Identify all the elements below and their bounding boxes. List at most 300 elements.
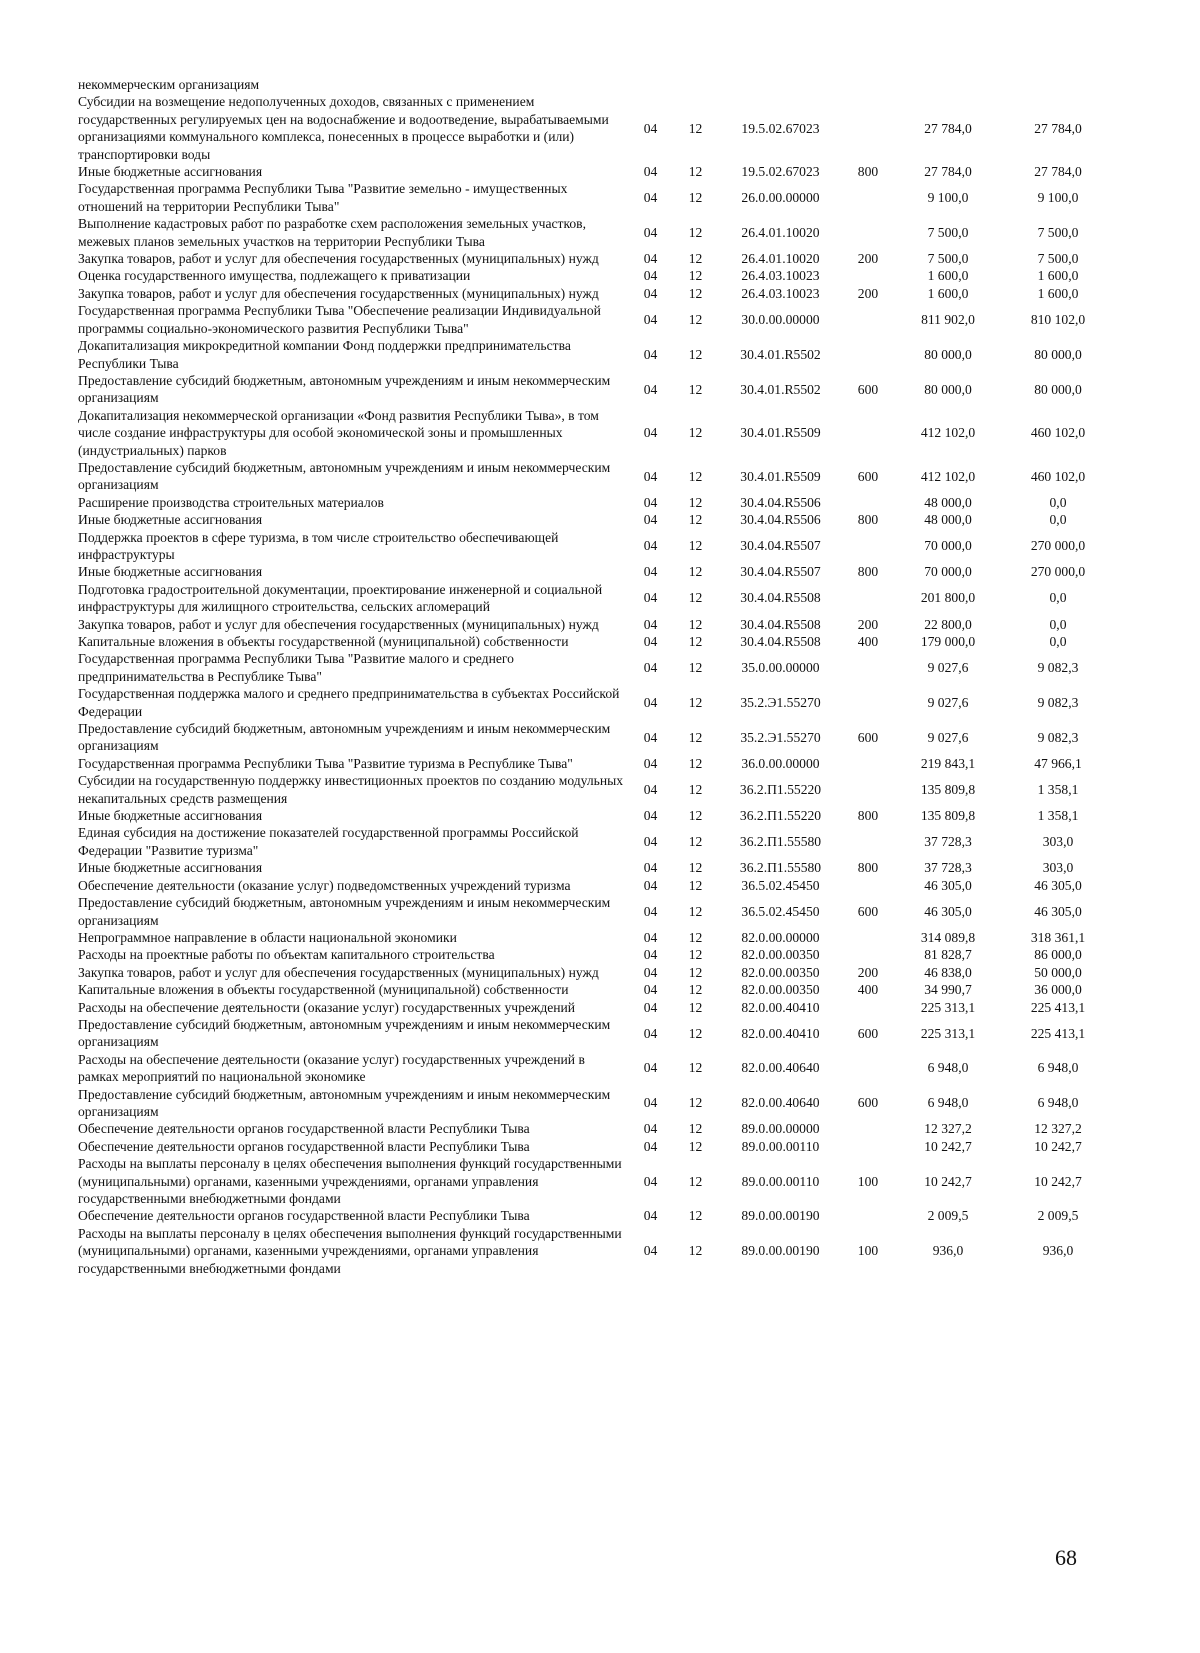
row-target-article-code: 36.2.П1.55220 xyxy=(739,781,822,797)
row-target-article-code: 89.0.00.00110 xyxy=(741,1138,820,1154)
row-section-code: 04 xyxy=(643,964,658,980)
row-target-article-code: 36.5.02.45450 xyxy=(741,877,820,893)
row-expense-type-code xyxy=(843,76,893,93)
row-section-code: 04 xyxy=(643,346,658,362)
row-name: Иные бюджетные ассигнования xyxy=(78,808,263,824)
row-amount-year-1: 412 102,0 xyxy=(920,425,976,441)
row-name: Расходы на выплаты персоналу в целях обеспечения выполнения функций государственными (муниципальными) органами, казенными учреждениями, органами управления государственными внебюджетными фондами xyxy=(78,1225,622,1276)
row-section-code: 04 xyxy=(643,860,658,876)
row-target-article-code: 30.4.01.R5502 xyxy=(740,381,821,397)
row-amount-year-1: 7 500,0 xyxy=(927,251,969,267)
row-amount-year-1: 225 313,1 xyxy=(920,1025,976,1041)
row-amount-year-2: 225 413,1 xyxy=(1030,1025,1086,1041)
row-section-code: 04 xyxy=(643,1138,658,1154)
row-section-code: 04 xyxy=(643,808,658,824)
row-expense-type-code: 200 xyxy=(857,616,879,632)
row-section-code: 04 xyxy=(643,1173,658,1189)
budget-table-body xyxy=(78,76,1113,1277)
row-target-article-code: 36.2.П1.55580 xyxy=(739,860,822,876)
table-row xyxy=(78,1207,1113,1224)
row-target-article-code: 36.0.00.00000 xyxy=(741,755,820,771)
row-name: Государственная поддержка малого и среднего предпринимательства в субъектах Российской Федерации xyxy=(78,686,620,719)
row-name: Капитальные вложения в объекты государственной (муниципальной) собственности xyxy=(78,982,569,998)
row-target-article-code: 82.0.00.00350 xyxy=(741,982,820,998)
table-row xyxy=(78,807,1113,824)
row-name: Докапитализация некоммерческой организации «Фонд развития Республики Тыва», в том числе создание инфраструктуры для особой экономической зоны и промышленных (индустриальных) парков xyxy=(78,407,599,458)
row-amount-year-2: 27 784,0 xyxy=(1034,120,1082,136)
row-section-code: 04 xyxy=(643,947,658,963)
row-expense-type-code: 800 xyxy=(857,512,879,528)
row-section-code: 04 xyxy=(643,564,658,580)
row-target-article-code: 82.0.00.40640 xyxy=(741,1060,820,1076)
row-amount-year-1: 201 800,0 xyxy=(920,590,976,606)
row-subsection-code: 12 xyxy=(688,190,703,206)
row-subsection-code: 12 xyxy=(688,311,703,327)
row-amount-year-2: 270 000,0 xyxy=(1030,564,1086,580)
table-row xyxy=(78,1155,1113,1207)
row-amount-year-2: 47 966,1 xyxy=(1034,755,1082,771)
row-section-code: 04 xyxy=(643,694,658,710)
row-section-code: 04 xyxy=(643,512,658,528)
row-subsection-code: 12 xyxy=(688,808,703,824)
row-subsection-code: 12 xyxy=(688,346,703,362)
row-section-code: 04 xyxy=(643,834,658,850)
row-amount-year-1: 2 009,5 xyxy=(927,1208,969,1224)
row-target-article-code: 26.4.01.10020 xyxy=(741,251,820,267)
row-subsection-code: 12 xyxy=(688,929,703,945)
row-amount-year-1 xyxy=(893,76,1003,93)
row-section-code: 04 xyxy=(643,190,658,206)
row-subsection-code: 12 xyxy=(688,285,703,301)
row-subsection-code: 12 xyxy=(688,634,703,649)
row-section-code: 04 xyxy=(643,903,658,919)
row-target-article-code: 82.0.00.00350 xyxy=(741,947,820,963)
row-target-article-code: 36.2.П1.55220 xyxy=(739,808,822,824)
row-amount-year-2 xyxy=(1003,76,1113,93)
row-name: Государственная программа Республики Тыва "Развитие туризма в Республике Тыва" xyxy=(78,755,573,771)
row-name: Расходы на выплаты персоналу в целях обеспечения выполнения функций государственными (муниципальными) органами, казенными учреждениями, органами управления государственными внебюджетными фондами xyxy=(78,1156,622,1206)
row-expense-type-code: 600 xyxy=(857,381,879,397)
table-row xyxy=(78,1051,1113,1086)
row-target-article-code: 36.5.02.45450 xyxy=(741,903,820,919)
row-expense-type-code xyxy=(843,946,893,963)
row-expense-type-code xyxy=(843,772,893,807)
table-row xyxy=(78,215,1113,250)
row-expense-type-code xyxy=(843,302,893,337)
row-subsection-code: 12 xyxy=(688,425,703,441)
row-expense-type-code xyxy=(843,877,893,894)
row-amount-year-1: 811 902,0 xyxy=(921,311,975,327)
row-name: Выполнение кадастровых работ по разработке схем расположения земельных участков, межевых планов земельных участков на территории Республики Тыва xyxy=(78,216,586,249)
row-subsection-code: 12 xyxy=(688,964,703,980)
row-amount-year-2: 270 000,0 xyxy=(1030,538,1086,554)
row-target-article-code: 82.0.00.40640 xyxy=(741,1095,820,1111)
row-amount-year-1: 1 600,0 xyxy=(927,268,969,284)
row-section-code: 04 xyxy=(643,1025,658,1041)
row-amount-year-1: 314 089,8 xyxy=(920,929,976,945)
row-section-code: 04 xyxy=(643,268,658,284)
row-section-code: 04 xyxy=(643,929,658,945)
row-name: Иные бюджетные ассигнования xyxy=(78,164,263,180)
row-name: Расширение производства строительных материалов xyxy=(78,494,384,510)
row-target-article-code: 30.4.04.R5506 xyxy=(740,494,821,510)
row-section-code: 04 xyxy=(643,1095,658,1111)
row-section-code: 04 xyxy=(643,1121,658,1137)
row-section-code: 04 xyxy=(643,311,658,327)
row-section-code: 04 xyxy=(643,120,658,136)
row-amount-year-2: 1 600,0 xyxy=(1037,285,1079,301)
row-subsection-code: 12 xyxy=(688,999,703,1015)
row-target-article-code: 19.5.02.67023 xyxy=(741,164,820,180)
row-subsection-code: 12 xyxy=(688,1095,703,1111)
row-amount-year-1: 412 102,0 xyxy=(920,468,976,484)
table-row xyxy=(78,563,1113,580)
table-row xyxy=(78,824,1113,859)
row-expense-type-code xyxy=(843,685,893,720)
row-expense-type-code xyxy=(843,215,893,250)
row-section-code: 04 xyxy=(643,616,658,632)
row-name: Обеспечение деятельности органов государственной власти Республики Тыва xyxy=(78,1121,530,1137)
table-row xyxy=(78,755,1113,772)
table-row xyxy=(78,1120,1113,1137)
row-amount-year-1: 46 305,0 xyxy=(924,903,972,919)
row-expense-type-code xyxy=(843,267,893,284)
row-name: Предоставление субсидий бюджетным, автономным учреждениям и иным некоммерческим организациям xyxy=(78,895,611,928)
table-row xyxy=(78,459,1113,494)
table-row xyxy=(78,859,1113,876)
row-amount-year-2: 9 082,3 xyxy=(1037,694,1079,710)
row-name: Обеспечение деятельности органов государственной власти Республики Тыва xyxy=(78,1138,530,1154)
table-row xyxy=(78,285,1113,302)
row-target-article-code: 26.4.03.10023 xyxy=(741,268,820,284)
row-subsection-code: 12 xyxy=(688,834,703,850)
table-row xyxy=(78,267,1113,284)
row-subsection-code xyxy=(673,76,718,93)
row-amount-year-2: 7 500,0 xyxy=(1037,224,1079,240)
row-target-article-code: 35.0.00.00000 xyxy=(741,660,820,676)
row-expense-type-code xyxy=(843,929,893,946)
row-amount-year-1: 225 313,1 xyxy=(920,999,976,1015)
row-expense-type-code: 400 xyxy=(857,982,879,998)
row-name: Поддержка проектов в сфере туризма, в том числе строительство обеспечивающей инфраструктуры xyxy=(78,529,559,562)
row-subsection-code: 12 xyxy=(688,564,703,580)
row-name: Предоставление субсидий бюджетным, автономным учреждениям и иным некоммерческим организациям xyxy=(78,1016,611,1050)
row-amount-year-2: 303,0 xyxy=(1042,834,1074,850)
row-amount-year-2: 9 100,0 xyxy=(1037,190,1079,206)
row-expense-type-code: 200 xyxy=(857,251,879,267)
row-subsection-code: 12 xyxy=(688,1121,703,1137)
row-name: Расходы на обеспечение деятельности (оказание услуг) государственных учреждений в рамках мероприятий по национальной экономике xyxy=(78,1051,585,1085)
row-amount-year-1: 135 809,8 xyxy=(920,808,976,824)
row-expense-type-code: 100 xyxy=(857,1173,879,1189)
row-expense-type-code: 100 xyxy=(857,1243,879,1259)
table-row xyxy=(78,163,1113,180)
row-amount-year-2: 810 102,0 xyxy=(1030,311,1086,327)
table-row xyxy=(78,372,1113,407)
row-amount-year-2: 27 784,0 xyxy=(1034,164,1082,180)
row-name: Иные бюджетные ассигнования xyxy=(78,512,263,528)
row-section-code: 04 xyxy=(643,999,658,1015)
row-section-code: 04 xyxy=(643,251,658,267)
row-target-article-code: 26.4.01.10020 xyxy=(741,224,820,240)
row-subsection-code: 12 xyxy=(688,251,703,267)
table-row xyxy=(78,946,1113,963)
row-amount-year-2: 1 358,1 xyxy=(1037,781,1079,797)
row-name: Предоставление субсидий бюджетным, автономным учреждениям и иным некоммерческим организациям xyxy=(78,459,611,493)
row-amount-year-2: 1 600,0 xyxy=(1037,268,1079,284)
row-amount-year-2: 936,0 xyxy=(1042,1243,1074,1259)
row-subsection-code: 12 xyxy=(688,494,703,510)
row-section-code: 04 xyxy=(643,729,658,745)
row-amount-year-2: 303,0 xyxy=(1042,860,1074,876)
row-subsection-code: 12 xyxy=(688,468,703,484)
row-subsection-code: 12 xyxy=(688,381,703,397)
row-amount-year-1: 9 027,6 xyxy=(927,660,969,676)
row-subsection-code: 12 xyxy=(688,660,703,676)
row-expense-type-code: 800 xyxy=(857,164,879,180)
row-amount-year-1: 6 948,0 xyxy=(927,1095,969,1111)
table-row xyxy=(78,1086,1113,1121)
row-name: Предоставление субсидий бюджетным, автономным учреждениям и иным некоммерческим организациям xyxy=(78,1086,611,1119)
row-amount-year-2: 6 948,0 xyxy=(1037,1095,1079,1111)
table-row xyxy=(78,1016,1113,1051)
budget-table xyxy=(78,76,1113,1277)
row-amount-year-1: 48 000,0 xyxy=(924,494,972,510)
table-row xyxy=(78,720,1113,755)
row-expense-type-code xyxy=(843,1120,893,1137)
row-amount-year-1: 219 843,1 xyxy=(920,755,976,771)
row-amount-year-2: 460 102,0 xyxy=(1030,425,1086,441)
table-row xyxy=(78,964,1113,981)
table-row xyxy=(78,337,1113,372)
row-amount-year-1: 9 027,6 xyxy=(927,694,969,710)
row-subsection-code: 12 xyxy=(688,1138,703,1154)
row-target-article-code: 30.4.04.R5508 xyxy=(740,634,821,649)
row-amount-year-2: 225 413,1 xyxy=(1030,999,1086,1015)
table-row xyxy=(78,1138,1113,1155)
row-subsection-code: 12 xyxy=(688,877,703,893)
row-name: Закупка товаров, работ и услуг для обеспечения государственных (муниципальных) нужд xyxy=(78,285,599,301)
table-row xyxy=(78,650,1113,685)
row-amount-year-1: 34 990,7 xyxy=(924,982,972,998)
row-amount-year-1: 22 800,0 xyxy=(924,616,972,632)
row-name: Докапитализация микрокредитной компании Фонд поддержки предпринимательства Республики Тыва xyxy=(78,338,571,371)
table-row xyxy=(78,511,1113,528)
row-target-article-code: 36.2.П1.55580 xyxy=(739,834,822,850)
row-target-article-code: 89.0.00.00110 xyxy=(741,1173,820,1189)
row-amount-year-1: 7 500,0 xyxy=(927,224,969,240)
row-amount-year-2: 7 500,0 xyxy=(1037,251,1079,267)
row-amount-year-2: 46 305,0 xyxy=(1034,877,1082,893)
row-section-code: 04 xyxy=(643,381,658,397)
row-expense-type-code: 600 xyxy=(857,1025,879,1041)
row-subsection-code: 12 xyxy=(688,947,703,963)
row-name: Оценка государственного имущества, подлежащего к приватизации xyxy=(78,268,471,284)
row-amount-year-2: 0,0 xyxy=(1049,616,1067,632)
row-target-article-code: 26.4.03.10023 xyxy=(741,285,820,301)
row-expense-type-code: 600 xyxy=(857,729,879,745)
row-amount-year-1: 27 784,0 xyxy=(924,164,972,180)
row-section-code: 04 xyxy=(643,1060,658,1076)
row-amount-year-1: 9 100,0 xyxy=(927,190,969,206)
row-subsection-code: 12 xyxy=(688,512,703,528)
row-section-code: 04 xyxy=(643,164,658,180)
table-row xyxy=(78,894,1113,929)
row-subsection-code: 12 xyxy=(688,616,703,632)
row-expense-type-code: 800 xyxy=(857,564,879,580)
row-expense-type-code xyxy=(843,581,893,616)
row-name: Субсидии на государственную поддержку инвестиционных проектов по созданию модульных некапитальных средств размещения xyxy=(78,773,624,806)
row-section-code: 04 xyxy=(643,590,658,606)
row-amount-year-2: 0,0 xyxy=(1049,494,1067,510)
row-amount-year-2: 80 000,0 xyxy=(1034,346,1082,362)
row-subsection-code: 12 xyxy=(688,755,703,771)
row-amount-year-2: 2 009,5 xyxy=(1037,1208,1079,1224)
row-name: Расходы на проектные работы по объектам капитального строительства xyxy=(78,947,495,963)
row-name: Иные бюджетные ассигнования xyxy=(78,860,263,876)
row-section-code: 04 xyxy=(643,982,658,998)
row-subsection-code: 12 xyxy=(688,1060,703,1076)
row-section-code: 04 xyxy=(643,634,658,649)
row-expense-type-code: 600 xyxy=(857,1095,879,1111)
table-row xyxy=(78,529,1113,564)
row-amount-year-2: 10 242,7 xyxy=(1034,1138,1082,1154)
row-amount-year-1: 6 948,0 xyxy=(927,1060,969,1076)
row-amount-year-2: 36 000,0 xyxy=(1034,982,1082,998)
row-amount-year-1: 70 000,0 xyxy=(924,538,972,554)
row-target-article-code: 35.2.Э1.55270 xyxy=(740,729,821,745)
row-target-article-code: 19.5.02.67023 xyxy=(741,120,820,136)
row-name: Государственная программа Республики Тыва "Развитие земельно - имущественных отношений на территории Республики Тыва" xyxy=(78,181,568,214)
row-amount-year-1: 81 828,7 xyxy=(924,947,972,963)
row-amount-year-1: 80 000,0 xyxy=(924,381,972,397)
row-amount-year-1: 9 027,6 xyxy=(927,729,969,745)
page-number: 68 xyxy=(1055,1545,1077,1570)
row-expense-type-code: 200 xyxy=(857,964,879,980)
row-amount-year-2: 9 082,3 xyxy=(1037,729,1079,745)
row-expense-type-code xyxy=(843,824,893,859)
row-amount-year-1: 1 600,0 xyxy=(927,285,969,301)
table-row xyxy=(78,616,1113,633)
row-target-article-code: 82.0.00.40410 xyxy=(741,1025,820,1041)
row-target-article-code: 82.0.00.40410 xyxy=(741,999,820,1015)
row-amount-year-1: 27 784,0 xyxy=(924,120,972,136)
row-subsection-code: 12 xyxy=(688,1173,703,1189)
table-row xyxy=(78,93,1113,163)
row-amount-year-1: 37 728,3 xyxy=(924,834,972,850)
row-name: Обеспечение деятельности органов государственной власти Республики Тыва xyxy=(78,1208,530,1224)
row-amount-year-1: 10 242,7 xyxy=(924,1138,972,1154)
row-target-article-code: 82.0.00.00000 xyxy=(741,929,820,945)
row-name: Иные бюджетные ассигнования xyxy=(78,564,263,580)
row-amount-year-2: 318 361,1 xyxy=(1030,929,1086,945)
row-amount-year-2: 6 948,0 xyxy=(1037,1060,1079,1076)
row-subsection-code: 12 xyxy=(688,224,703,240)
row-subsection-code: 12 xyxy=(688,729,703,745)
row-name: Непрограммное направление в области национальной экономики xyxy=(78,929,457,945)
row-amount-year-2: 10 242,7 xyxy=(1034,1173,1082,1189)
row-expense-type-code: 800 xyxy=(857,860,879,876)
row-name: Расходы на обеспечение деятельности (оказание услуг) государственных учреждений xyxy=(78,999,576,1015)
row-amount-year-1: 936,0 xyxy=(932,1243,964,1259)
row-subsection-code: 12 xyxy=(688,1025,703,1041)
row-section-code: 04 xyxy=(643,285,658,301)
table-row xyxy=(78,76,1113,93)
row-section-code: 04 xyxy=(643,1243,658,1259)
row-name: Подготовка градостроительной документации, проектирование инженерной и социальной инфраструктуры для жилищного строительства, сельских агломераций xyxy=(78,581,603,615)
row-name: некоммерческим организациям xyxy=(78,77,260,92)
row-expense-type-code: 800 xyxy=(857,808,879,824)
row-expense-type-code: 600 xyxy=(857,468,879,484)
row-expense-type-code xyxy=(843,337,893,372)
row-target-article-code: 35.2.Э1.55270 xyxy=(740,694,821,710)
row-expense-type-code xyxy=(843,650,893,685)
row-section-code: 04 xyxy=(643,425,658,441)
row-expense-type-code xyxy=(843,755,893,772)
row-expense-type-code: 400 xyxy=(857,634,879,649)
row-target-article-code: 30.4.04.R5508 xyxy=(740,616,821,632)
row-amount-year-2: 9 082,3 xyxy=(1037,660,1079,676)
row-amount-year-1: 10 242,7 xyxy=(924,1173,972,1189)
row-expense-type-code xyxy=(843,999,893,1016)
row-target-article-code: 89.0.00.00000 xyxy=(741,1121,820,1137)
row-expense-type-code: 600 xyxy=(857,903,879,919)
row-target-article-code: 30.4.01.R5509 xyxy=(740,425,821,441)
row-section-code: 04 xyxy=(643,781,658,797)
row-name: Закупка товаров, работ и услуг для обеспечения государственных (муниципальных) нужд xyxy=(78,616,599,632)
row-amount-year-1: 46 838,0 xyxy=(924,964,972,980)
row-expense-type-code: 200 xyxy=(857,285,879,301)
row-name: Закупка товаров, работ и услуг для обеспечения государственных (муниципальных) нужд xyxy=(78,964,599,980)
row-amount-year-1: 46 305,0 xyxy=(924,877,972,893)
row-section-code: 04 xyxy=(643,538,658,554)
row-subsection-code: 12 xyxy=(688,590,703,606)
row-amount-year-1: 135 809,8 xyxy=(920,781,976,797)
table-row xyxy=(78,1225,1113,1277)
row-amount-year-2: 460 102,0 xyxy=(1030,468,1086,484)
row-subsection-code: 12 xyxy=(688,1243,703,1259)
table-row xyxy=(78,494,1113,511)
row-name: Субсидии на возмещение недополученных доходов, связанных с применением государственных регулируемых цен на водоснабжение и водоотведение, вырабатываемыми организациями коммунального комплекса, понесенных в процессе выработки и (или) транспортировки воды xyxy=(78,94,609,162)
row-amount-year-1: 179 000,0 xyxy=(920,634,976,649)
row-target-article-code: 89.0.00.00190 xyxy=(741,1243,820,1259)
row-target-article-code: 30.4.01.R5509 xyxy=(740,468,821,484)
row-target-article-code xyxy=(718,76,843,93)
row-subsection-code: 12 xyxy=(688,781,703,797)
row-name: Закупка товаров, работ и услуг для обеспечения государственных (муниципальных) нужд xyxy=(78,251,599,267)
row-name: Государственная программа Республики Тыва "Развитие малого и среднего предпринимательства в Республике Тыва" xyxy=(78,651,514,684)
row-target-article-code: 30.4.04.R5507 xyxy=(740,538,821,554)
table-row xyxy=(78,302,1113,337)
row-section-code: 04 xyxy=(643,660,658,676)
row-amount-year-1: 12 327,2 xyxy=(924,1121,972,1137)
row-subsection-code: 12 xyxy=(688,1208,703,1224)
row-amount-year-2: 46 305,0 xyxy=(1034,903,1082,919)
row-target-article-code: 30.4.01.R5502 xyxy=(740,346,821,362)
table-row xyxy=(78,877,1113,894)
row-amount-year-1: 48 000,0 xyxy=(924,512,972,528)
row-amount-year-1: 70 000,0 xyxy=(924,564,972,580)
row-section-code: 04 xyxy=(643,877,658,893)
table-row xyxy=(78,180,1113,215)
row-expense-type-code xyxy=(843,529,893,564)
row-subsection-code: 12 xyxy=(688,903,703,919)
table-row xyxy=(78,999,1113,1016)
row-amount-year-2: 86 000,0 xyxy=(1034,947,1082,963)
row-expense-type-code xyxy=(843,1138,893,1155)
row-section-code: 04 xyxy=(643,755,658,771)
row-amount-year-2: 1 358,1 xyxy=(1037,808,1079,824)
